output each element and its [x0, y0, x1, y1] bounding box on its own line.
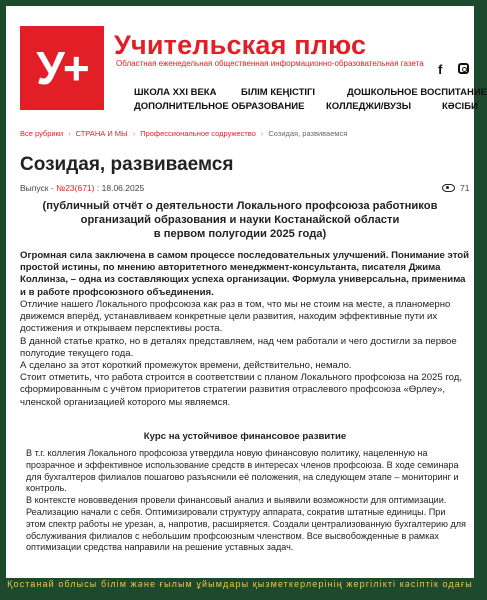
- nav-item-preschool[interactable]: ДОШКОЛЬНОЕ ВОСПИТАНИЕ: [347, 87, 487, 98]
- issue-label: Выпуск -: [20, 183, 54, 193]
- site-title[interactable]: Учительская плюс: [114, 30, 367, 60]
- date-separator: :: [96, 183, 100, 193]
- section-body: [26, 448, 466, 554]
- paragraph: Стоит отметить, что работа строится в соответствии с планом Локального профсоюза на 2025 год, сформированным с учётом приоритетов стратегии развития отраслевого профсоюза «Өрлеу», членской организацией которого мы являемся.: [20, 372, 463, 408]
- subtitle-line: в первом полугодии 2025 года): [153, 228, 327, 240]
- paragraph: В данной статье кратко, но в деталях представляем, над чем работали и чего достигли за первое полугодие текущего года.: [20, 335, 457, 359]
- paragraph: В т.г. коллегия Локального профсоюза утвердила новую финансовую политику, нацеленную на прозрачное и эффективное использование средств в интересах членов профсоюза. В ходе семинара для бухгалтеров филиалов пошагово разъяснили её положения, на следующем этапе – мониторинг и контроль.: [26, 448, 459, 494]
- site-header: [6, 6, 487, 118]
- publish-date: 18.06.2025: [101, 183, 145, 193]
- issue-link[interactable]: №23(671): [56, 183, 95, 193]
- view-count: [460, 183, 469, 193]
- section-heading: Курс на устойчивое финансовое развитие: [143, 431, 347, 442]
- page-title: Созидая, развиваемся: [20, 154, 234, 175]
- article-subtitle: [30, 199, 450, 241]
- nav-item-kasibi[interactable]: КӘСІБИ: [442, 101, 478, 112]
- nav-row-2: [126, 101, 486, 115]
- nav-item-colleges[interactable]: КОЛЛЕДЖИ/ВУЗЫ: [326, 101, 412, 112]
- site-subtitle: Областная еженедельная общественная информационно-образовательная газета: [116, 59, 424, 68]
- paragraph: Реализацию начали с себя. Оптимизировали структуру аппарата, сократив штатные единицы. При этом спектр работы не урезан, а, напротив, расширяется. Создали централизованную бухгалтерию для обслуживания филиалов с небольшим профсоюзным членством. Все высвобожденные в рамках оптимизации средства направили на решение уставных задач.: [26, 506, 466, 553]
- article-intro: Огромная сила заключена в самом процессе последовательных улучшений. Понимание этой простой истины, по мнению авторитетного менеджмент-консультанта, писателя Джима Коллинза, – одна из составляющих успеха организации. Формула универсальна, применима и в работе профсоюзного объединения.: [20, 250, 470, 298]
- nav-item-school[interactable]: ШКОЛА XXI ВЕКА: [134, 87, 217, 98]
- article-body: [20, 299, 470, 409]
- subtitle-line: организаций образования и науки Костанайской области: [80, 214, 400, 226]
- nav-item-bilim[interactable]: БІЛІМ КЕҢІСТІГІ: [241, 87, 316, 98]
- article-meta: [20, 183, 144, 193]
- breadcrumb-community[interactable]: Профессиональное содружество: [140, 129, 256, 138]
- breadcrumb-country[interactable]: СТРАНА И МЫ: [75, 129, 128, 138]
- main-nav: [126, 87, 486, 115]
- breadcrumb-all[interactable]: Все рубрики: [20, 129, 64, 138]
- view-count-value: 71: [460, 183, 470, 193]
- paragraph: Отличие нашего Локального профсоюза как раз в том, что мы не стоим на месте, а планомерно движемся вперёд, устанавливаем конкретные цели развития, находим эффективные пути их достижения и открываем перспективы роста.: [20, 299, 451, 335]
- site-logo[interactable]: У+: [20, 26, 104, 110]
- instagram-icon[interactable]: [458, 63, 469, 74]
- facebook-icon[interactable]: f: [438, 62, 443, 77]
- nav-item-extra-education[interactable]: ДОПОЛНИТЕЛЬНОЕ ОБРАЗОВАНИЕ: [134, 101, 305, 112]
- nav-row-1: [126, 87, 486, 101]
- eye-icon: [442, 184, 455, 192]
- footer-banner: Қостанай облысы білім және ғылым ұйымдары қызметкерлерінің жергілікті кәсіптік одағы: [7, 579, 473, 589]
- paragraph: А сделано за этот короткий промежуток времени, действительно, немало.: [20, 360, 352, 372]
- breadcrumb-current: Созидая, развиваемся: [268, 129, 348, 138]
- subtitle-line: (публичный отчёт о деятельности Локального профсоюза работников: [42, 200, 438, 212]
- breadcrumb: Все рубрики › СТРАНА И МЫ › Профессиональное содружество › Созидая, развиваемся: [20, 129, 348, 138]
- paragraph: В контексте нововведения провели финансовый анализ и выявили возможности для оптимизации.: [26, 495, 447, 506]
